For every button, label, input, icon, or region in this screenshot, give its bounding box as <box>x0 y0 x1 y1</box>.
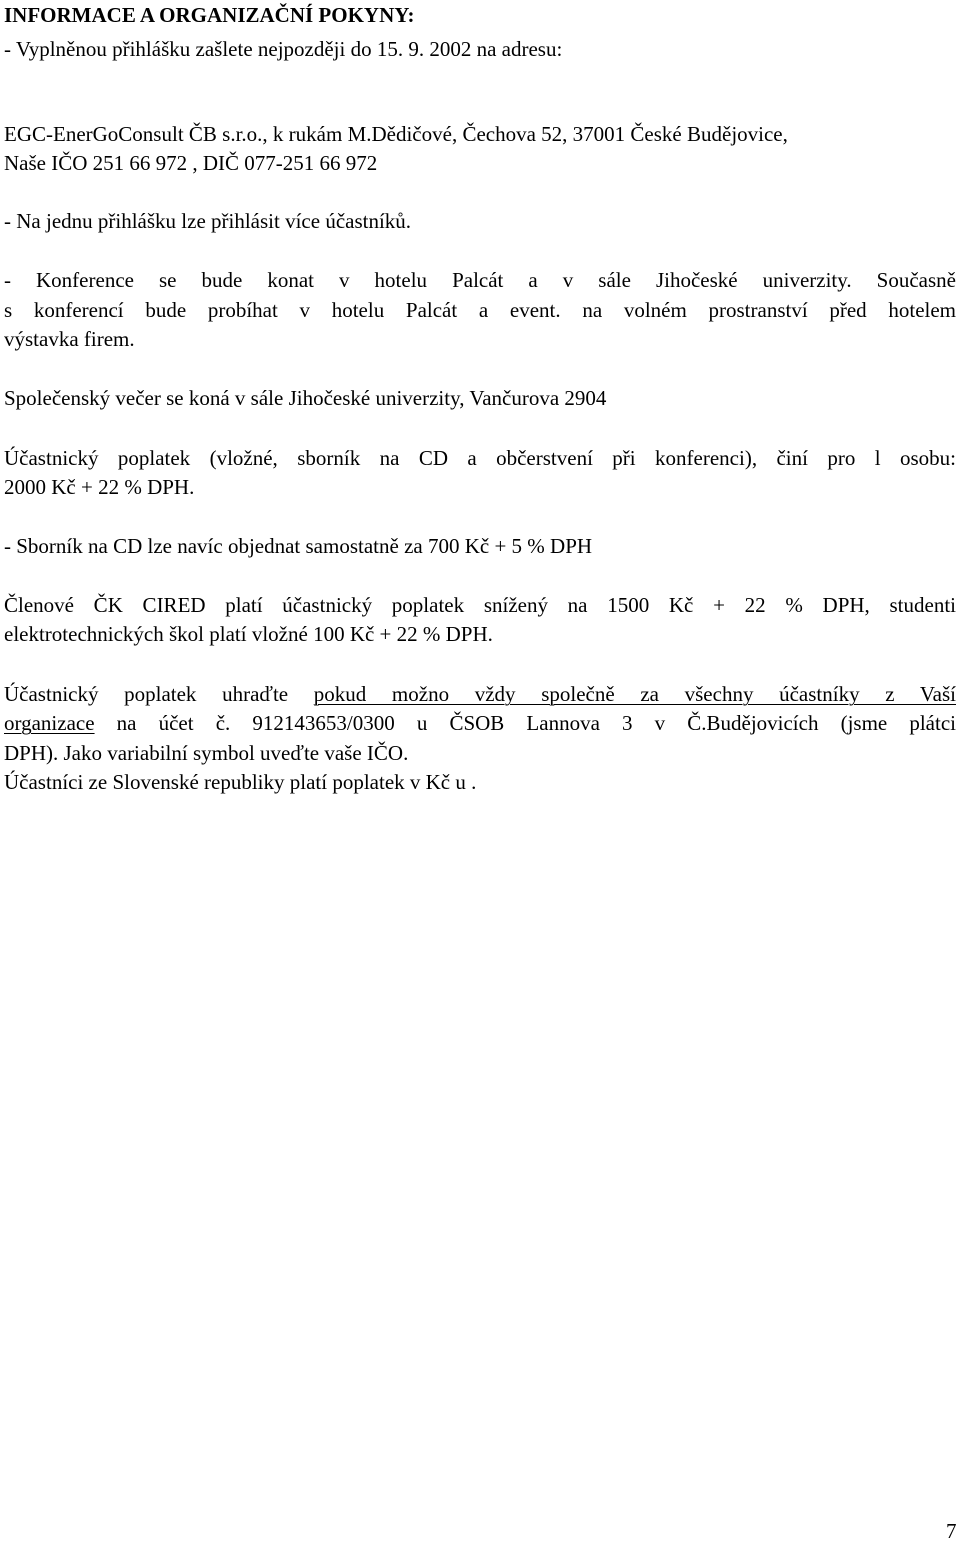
multiple-participants-line: - Na jednu přihlášku lze přihlásit více účastníků. <box>4 209 412 233</box>
slovak-participants-line: Účastníci ze Slovenské republiky platí poplatek v Kč u . <box>4 770 477 794</box>
payment-line-2-rest: na účet č. 912143653/0300 u ČSOB Lannova 3 v Č.Budějovicích (jsme plátci <box>94 711 956 735</box>
fee-line-2: 2000 Kč + 22 % DPH. <box>4 475 195 499</box>
deadline-line: - Vyplněnou přihlášku zašlete nejpozději do 15. 9. 2002 na adresu: <box>4 37 563 61</box>
members-line-1 <box>4 590 956 620</box>
venue-line-1-text: - Konference se bude konat v hotelu Palcát a v sále Jihočeské univerzity. Současně <box>4 268 956 292</box>
payment-line-2 <box>4 708 956 738</box>
proceedings-line: - Sborník na CD lze navíc objednat samostatně za 700 Kč + 5 % DPH <box>4 534 593 558</box>
payment-line-1-start: Účastnický poplatek uhraďte <box>4 682 314 706</box>
venue-line-2 <box>4 295 956 325</box>
address-line: EGC-EnerGoConsult ČB s.r.o., k rukám M.Dědičové, Čechova 52, 37001 České Budějovice, <box>4 122 788 146</box>
payment-line-1 <box>4 679 956 709</box>
payment-line-1-text <box>4 679 956 709</box>
venue-line-2-text: s konferencí bude probíhat v hotelu Palcát a event. na volném prostranství před hotelem <box>4 298 956 322</box>
venue-line-1 <box>4 265 956 295</box>
payment-emphasis-2: organizace <box>4 711 95 735</box>
venue-line-3: výstavka firem. <box>4 327 135 351</box>
fee-line-1-text: Účastnický poplatek (vložné, sborník na CD a občerstvení při konferenci), činí pro l osobu: <box>4 446 956 470</box>
company-ids-line: Naše IČO 251 66 972 , DIČ 077-251 66 972 <box>4 151 378 175</box>
payment-emphasis-1: pokud možno vždy společně za všechny účastníky z Vaší <box>313 682 956 706</box>
social-evening-line: Společenský večer se koná v sále Jihočeské univerzity, Vančurova 2904 <box>4 386 607 410</box>
payment-line-3: DPH). Jako variabilní symbol uveďte vaše IČO. <box>4 741 409 765</box>
payment-line-2-text <box>4 708 956 738</box>
fee-line-1 <box>4 443 956 473</box>
members-line-1-text: Členové ČK CIRED platí účastnický poplatek snížený na 1500 Kč + 22 % DPH, studenti <box>4 593 956 617</box>
members-line-2: elektrotechnických škol platí vložné 100 Kč + 22 % DPH. <box>4 622 493 646</box>
page-number: 7 <box>946 1519 957 1543</box>
section-heading: INFORMACE A ORGANIZAČNÍ POKYNY: <box>4 3 415 27</box>
